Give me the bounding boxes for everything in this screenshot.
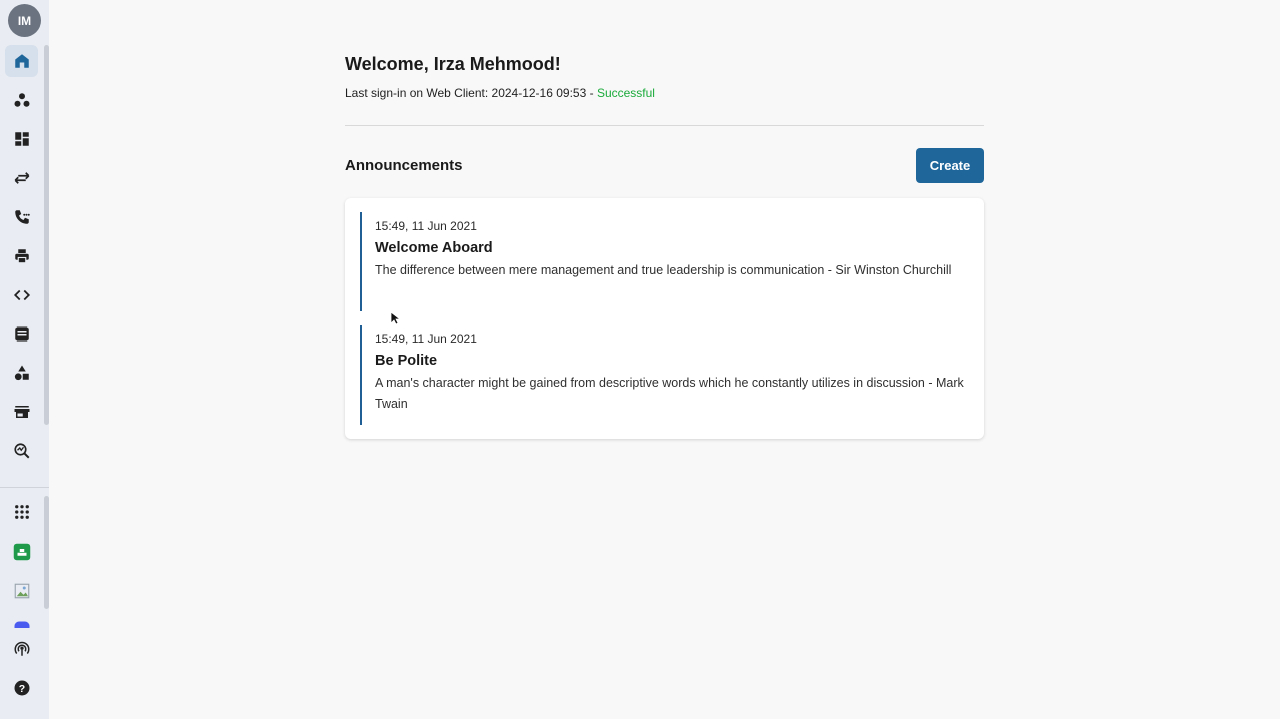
sidebar-scrollbar-top[interactable] <box>44 45 49 425</box>
announcements-title: Announcements <box>345 157 463 174</box>
last-signin-info <box>345 86 655 100</box>
announcement-title: Be Polite <box>375 353 438 369</box>
dots-cluster-icon <box>13 91 31 109</box>
apps-grid-icon <box>13 503 31 521</box>
contact-card-icon <box>13 325 31 343</box>
home-icon <box>13 52 31 70</box>
avatar[interactable]: IM <box>8 4 41 37</box>
signin-status: Successful <box>596 86 655 100</box>
announcement-body: A man's character might be gained from descriptive words which he constantly utilizes in discussion - Mark Twain <box>375 376 964 411</box>
sidebar-item-analytics[interactable] <box>5 435 38 467</box>
sidebar-item-green-app[interactable] <box>5 536 38 568</box>
sidebar-scrollbar-bottom[interactable] <box>44 496 49 609</box>
shapes-icon <box>13 364 31 382</box>
sidebar-item-code[interactable] <box>5 279 38 311</box>
broadcast-icon <box>13 640 31 658</box>
blue-app-icon <box>13 620 31 628</box>
sidebar-item-calls[interactable] <box>5 201 38 233</box>
phone-call-icon <box>13 208 31 226</box>
sidebar-item-contacts[interactable] <box>5 318 38 350</box>
printer-icon <box>13 247 31 265</box>
page-title: Welcome, Irza Mehmood! <box>345 54 561 74</box>
green-app-icon <box>13 543 31 561</box>
announcement-item[interactable] <box>360 325 970 425</box>
mouse-cursor-icon <box>390 311 400 325</box>
store-icon <box>13 403 31 421</box>
create-button[interactable]: Create <box>916 148 984 183</box>
sidebar-divider <box>0 487 49 488</box>
sidebar-item-image-app[interactable] <box>5 575 38 607</box>
announcement-date: 15:49, 11 Jun 2021 <box>375 219 477 233</box>
sidebar-item-home[interactable] <box>5 45 38 77</box>
sidebar-item-broadcast[interactable] <box>5 633 38 665</box>
sidebar-item-dashboard[interactable] <box>5 123 38 155</box>
announcements-card <box>345 198 984 439</box>
header-divider <box>345 125 984 126</box>
sidebar-item-groups[interactable] <box>5 84 38 116</box>
sidebar-item-shapes[interactable] <box>5 357 38 389</box>
sidebar-item-blue-app[interactable] <box>5 614 38 628</box>
announcement-item[interactable] <box>360 212 970 311</box>
svg-text:?: ? <box>18 682 25 695</box>
sidebar-item-apps[interactable] <box>5 496 38 528</box>
signin-text: Last sign-in on Web Client: 2024-12-16 09:53 - <box>345 86 597 100</box>
transfer-arrows-icon <box>13 169 31 187</box>
help-icon <box>13 679 31 697</box>
announcement-title: Welcome Aboard <box>375 240 493 256</box>
announcement-date: 15:49, 11 Jun 2021 <box>375 332 477 346</box>
announcement-body: The difference between mere management and true leadership is communication - Sir Winston Churchill <box>375 263 952 277</box>
search-analytics-icon <box>13 442 31 460</box>
code-icon <box>13 286 31 304</box>
sidebar <box>0 0 49 719</box>
sidebar-item-help[interactable] <box>5 672 38 704</box>
dashboard-icon <box>13 130 31 148</box>
sidebar-item-print[interactable] <box>5 240 38 272</box>
sidebar-item-store[interactable] <box>5 396 38 428</box>
sidebar-item-transfers[interactable] <box>5 162 38 194</box>
broken-image-icon <box>13 582 31 600</box>
